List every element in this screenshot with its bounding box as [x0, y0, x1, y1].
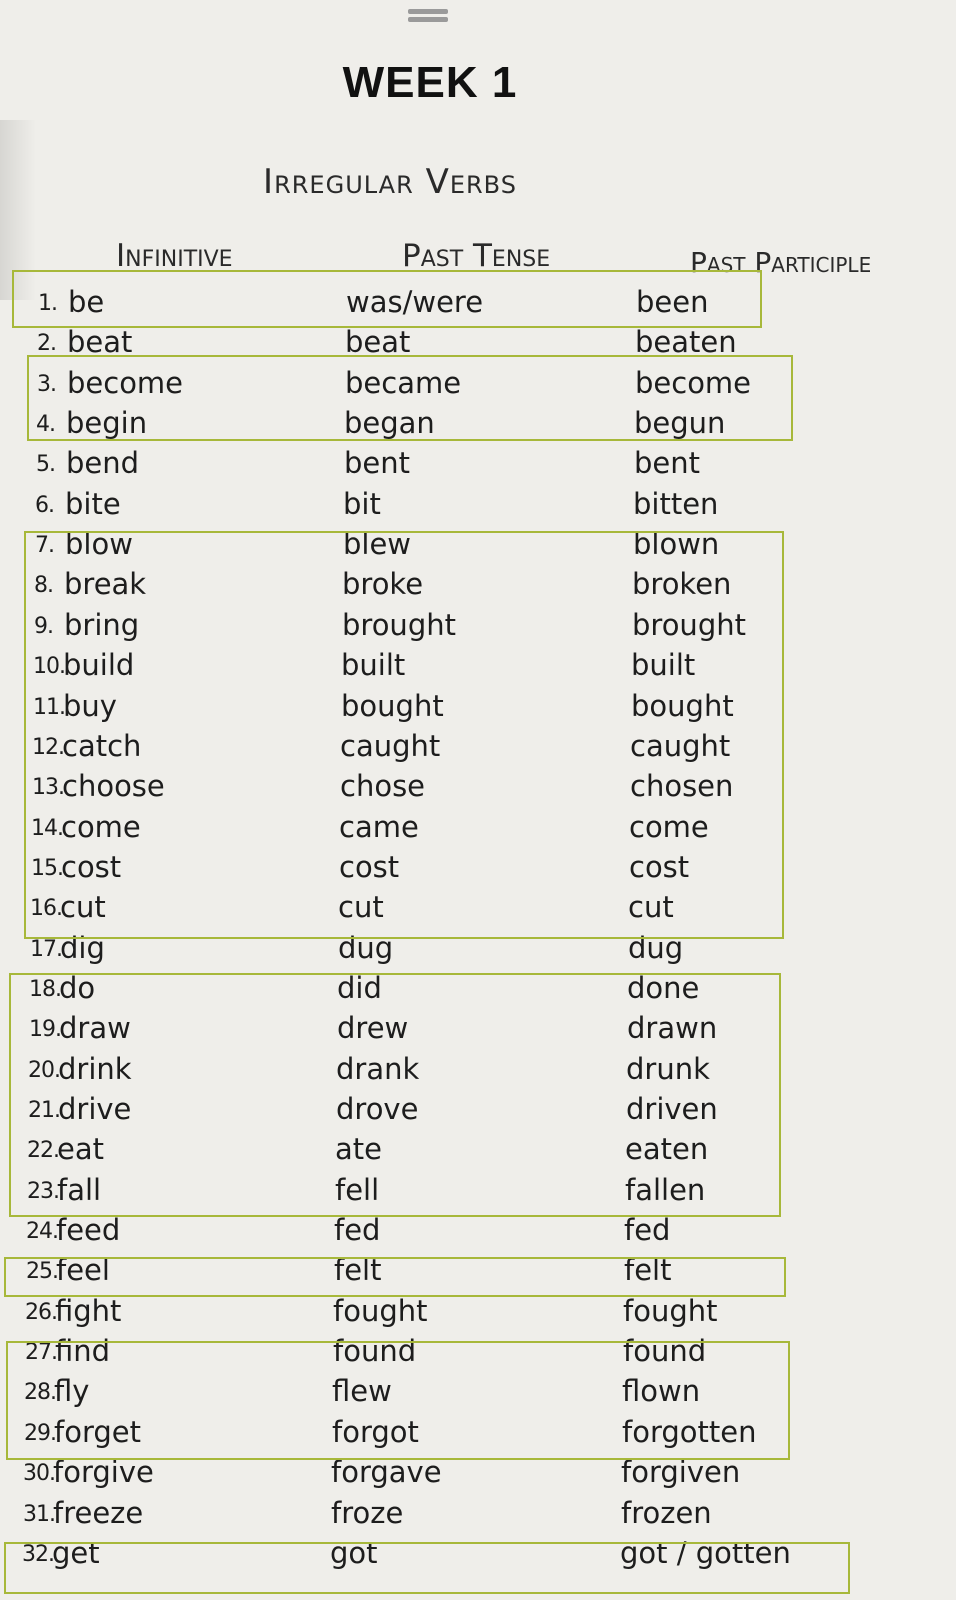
verb-row [0, 1533, 956, 1573]
past-participle-cell: flown [622, 1374, 701, 1409]
infinitive-cell: feel [56, 1253, 110, 1288]
verb-number: 13. [32, 775, 64, 801]
infinitive-cell: become [67, 365, 184, 400]
past-tense-cell: caught [340, 728, 441, 763]
infinitive-cell: bite [65, 486, 121, 521]
infinitive-cell: forgive [53, 1455, 154, 1490]
infinitive-cell: do [59, 970, 96, 1005]
verb-row [0, 766, 956, 806]
past-participle-cell: caught [630, 728, 731, 763]
infinitive-cell: catch [62, 728, 142, 763]
verb-row [0, 1412, 956, 1452]
past-participle-cell: eaten [625, 1132, 709, 1167]
verb-number: 31. [23, 1501, 55, 1527]
verb-number: 10. [33, 654, 65, 680]
past-tense-cell: cost [339, 849, 400, 884]
past-participle-cell: chosen [630, 769, 734, 804]
past-tense-cell: chose [340, 769, 426, 804]
verb-number: 21. [28, 1098, 60, 1123]
past-participle-cell: been [636, 285, 709, 319]
infinitive-cell: fall [57, 1172, 102, 1207]
column-header-past-participle: Past Participle [690, 246, 872, 279]
verb-number: 27. [25, 1340, 57, 1366]
verb-number: 9. [34, 613, 53, 639]
verb-number: 22. [27, 1138, 59, 1164]
infinitive-cell: bring [64, 607, 140, 642]
infinitive-cell: draw [59, 1011, 131, 1046]
past-participle-cell: become [635, 365, 752, 400]
verb-row [0, 1210, 956, 1250]
verb-number: 24. [26, 1219, 58, 1245]
past-tense-cell: bit [343, 486, 381, 521]
past-tense-cell: ate [335, 1132, 382, 1167]
page-title: WEEK 1 [342, 58, 518, 107]
past-tense-cell: forgot [332, 1414, 419, 1449]
past-tense-cell: was/were [346, 285, 484, 319]
verb-row [0, 726, 956, 766]
scan-shadow [0, 120, 36, 300]
past-participle-cell: driven [626, 1092, 718, 1126]
verb-row [0, 887, 956, 927]
past-participle-cell: forgiven [621, 1455, 741, 1490]
verb-row [0, 322, 956, 362]
past-participle-cell: bent [634, 446, 701, 481]
verb-number: 6. [35, 492, 54, 518]
verb-row [0, 524, 956, 564]
infinitive-cell: freeze [53, 1495, 144, 1530]
infinitive-cell: build [63, 648, 135, 683]
past-participle-cell: brought [632, 607, 746, 642]
past-participle-cell: forgotten [622, 1414, 757, 1449]
past-participle-cell: drawn [627, 1011, 718, 1046]
past-tense-cell: broke [342, 567, 424, 602]
past-tense-cell: beat [345, 325, 411, 360]
past-tense-cell: became [345, 365, 462, 400]
verb-row [0, 1291, 956, 1331]
verb-row [0, 1049, 956, 1089]
verb-number: 4. [36, 412, 55, 438]
verb-row [0, 928, 956, 968]
infinitive-cell: find [55, 1334, 111, 1369]
past-tense-cell: drew [337, 1011, 409, 1046]
infinitive-cell: fly [54, 1374, 90, 1409]
past-tense-cell: fought [333, 1293, 428, 1328]
past-participle-cell: bought [631, 688, 734, 723]
past-tense-cell: drank [336, 1051, 420, 1086]
infinitive-cell: choose [62, 769, 165, 804]
past-tense-cell: forgave [331, 1455, 442, 1490]
verb-row [0, 443, 956, 483]
infinitive-cell: drink [58, 1051, 132, 1086]
past-tense-cell: found [333, 1334, 417, 1369]
verb-number: 14. [31, 815, 63, 841]
past-participle-cell: done [627, 970, 700, 1005]
verb-number: 2. [37, 331, 56, 357]
past-tense-cell: cut [338, 890, 384, 925]
infinitive-cell: feed [56, 1213, 121, 1248]
infinitive-cell: eat [57, 1132, 104, 1167]
past-participle-cell: come [629, 809, 709, 844]
infinitive-cell: forget [54, 1414, 141, 1449]
past-tense-cell: drove [336, 1092, 419, 1126]
past-participle-cell: found [623, 1334, 707, 1369]
past-participle-cell: drunk [626, 1051, 710, 1086]
verb-number: 17. [30, 936, 62, 962]
past-tense-cell: began [344, 406, 435, 441]
past-tense-cell: felt [334, 1253, 382, 1288]
verb-row [0, 1493, 956, 1533]
infinitive-cell: cut [60, 890, 106, 925]
verb-number: 25. [26, 1259, 58, 1285]
verb-number: 5. [36, 452, 55, 478]
past-participle-cell: dug [628, 930, 684, 965]
verb-row [0, 1170, 956, 1210]
past-tense-cell: did [337, 970, 382, 1005]
verb-row [0, 1089, 956, 1129]
column-header-past-tense: Past Tense [402, 238, 551, 274]
verb-row [0, 1371, 956, 1411]
verb-row [0, 645, 956, 685]
verb-number: 1. [38, 291, 57, 316]
verb-row [0, 403, 956, 443]
verb-number: 26. [25, 1299, 57, 1325]
verb-number: 20. [28, 1057, 60, 1083]
past-tense-cell: got [330, 1535, 378, 1570]
past-tense-cell: fell [335, 1172, 380, 1207]
past-tense-cell: bent [344, 446, 411, 481]
verb-row [0, 564, 956, 604]
verb-number: 19. [29, 1017, 61, 1043]
past-participle-cell: bitten [633, 486, 719, 521]
verb-row [0, 1331, 956, 1371]
verb-row [0, 847, 956, 887]
verb-row [0, 1250, 956, 1290]
past-participle-cell: frozen [621, 1495, 712, 1530]
past-tense-cell: fed [334, 1213, 381, 1248]
past-participle-cell: got / gotten [620, 1535, 791, 1570]
binder-mark [408, 6, 448, 32]
past-participle-cell: begun [634, 406, 726, 441]
infinitive-cell: be [68, 285, 105, 319]
infinitive-cell: beat [67, 325, 133, 360]
verb-number: 28. [24, 1380, 56, 1406]
verb-number: 3. [37, 371, 56, 397]
verb-number: 12. [32, 734, 64, 760]
infinitive-cell: begin [66, 406, 148, 441]
verb-number: 23. [27, 1178, 59, 1204]
past-participle-cell: fed [624, 1213, 671, 1248]
past-tense-cell: bought [341, 688, 444, 723]
verb-row [0, 807, 956, 847]
infinitive-cell: buy [63, 688, 117, 723]
past-participle-cell: beaten [635, 325, 737, 360]
infinitive-cell: break [64, 567, 147, 602]
verb-number: 18. [29, 976, 61, 1002]
past-participle-cell: cost [629, 849, 690, 884]
past-participle-cell: felt [624, 1253, 672, 1288]
infinitive-cell: get [52, 1535, 100, 1570]
past-tense-cell: came [339, 809, 419, 844]
past-participle-cell: fought [623, 1293, 718, 1328]
verb-number: 7. [35, 533, 54, 559]
verb-row [0, 686, 956, 726]
infinitive-cell: drive [58, 1092, 132, 1126]
past-tense-cell: flew [332, 1374, 392, 1409]
verb-number: 30. [23, 1461, 55, 1487]
verb-row [0, 1452, 956, 1492]
verb-row [0, 968, 956, 1008]
infinitive-cell: dig [60, 930, 105, 965]
infinitive-cell: blow [65, 527, 133, 562]
infinitive-cell: fight [55, 1293, 122, 1328]
verb-row [0, 484, 956, 524]
verb-number: 15. [31, 855, 63, 881]
past-tense-cell: brought [342, 607, 456, 642]
verb-row [0, 363, 956, 403]
verb-number: 16. [30, 896, 62, 922]
verb-number: 8. [34, 573, 53, 599]
past-participle-cell: blown [633, 527, 720, 562]
verb-row [0, 282, 956, 322]
infinitive-cell: cost [61, 849, 122, 884]
past-participle-cell: broken [632, 567, 732, 602]
verb-row [0, 1129, 956, 1169]
page-subtitle: Irregular Verbs [263, 162, 517, 202]
verb-number: 29. [24, 1420, 56, 1446]
verb-row [0, 1008, 956, 1048]
verb-row [0, 605, 956, 645]
past-participle-cell: fallen [625, 1172, 706, 1207]
past-tense-cell: blew [343, 527, 412, 562]
infinitive-cell: come [61, 809, 141, 844]
past-participle-cell: cut [628, 890, 674, 925]
infinitive-cell: bend [66, 446, 140, 481]
past-tense-cell: froze [331, 1495, 404, 1530]
past-participle-cell: built [631, 648, 696, 683]
column-header-infinitive: Infinitive [116, 238, 233, 274]
verb-number: 11. [33, 694, 65, 720]
past-tense-cell: built [341, 648, 406, 683]
past-tense-cell: dug [338, 930, 394, 965]
verb-number: 32. [22, 1541, 54, 1567]
